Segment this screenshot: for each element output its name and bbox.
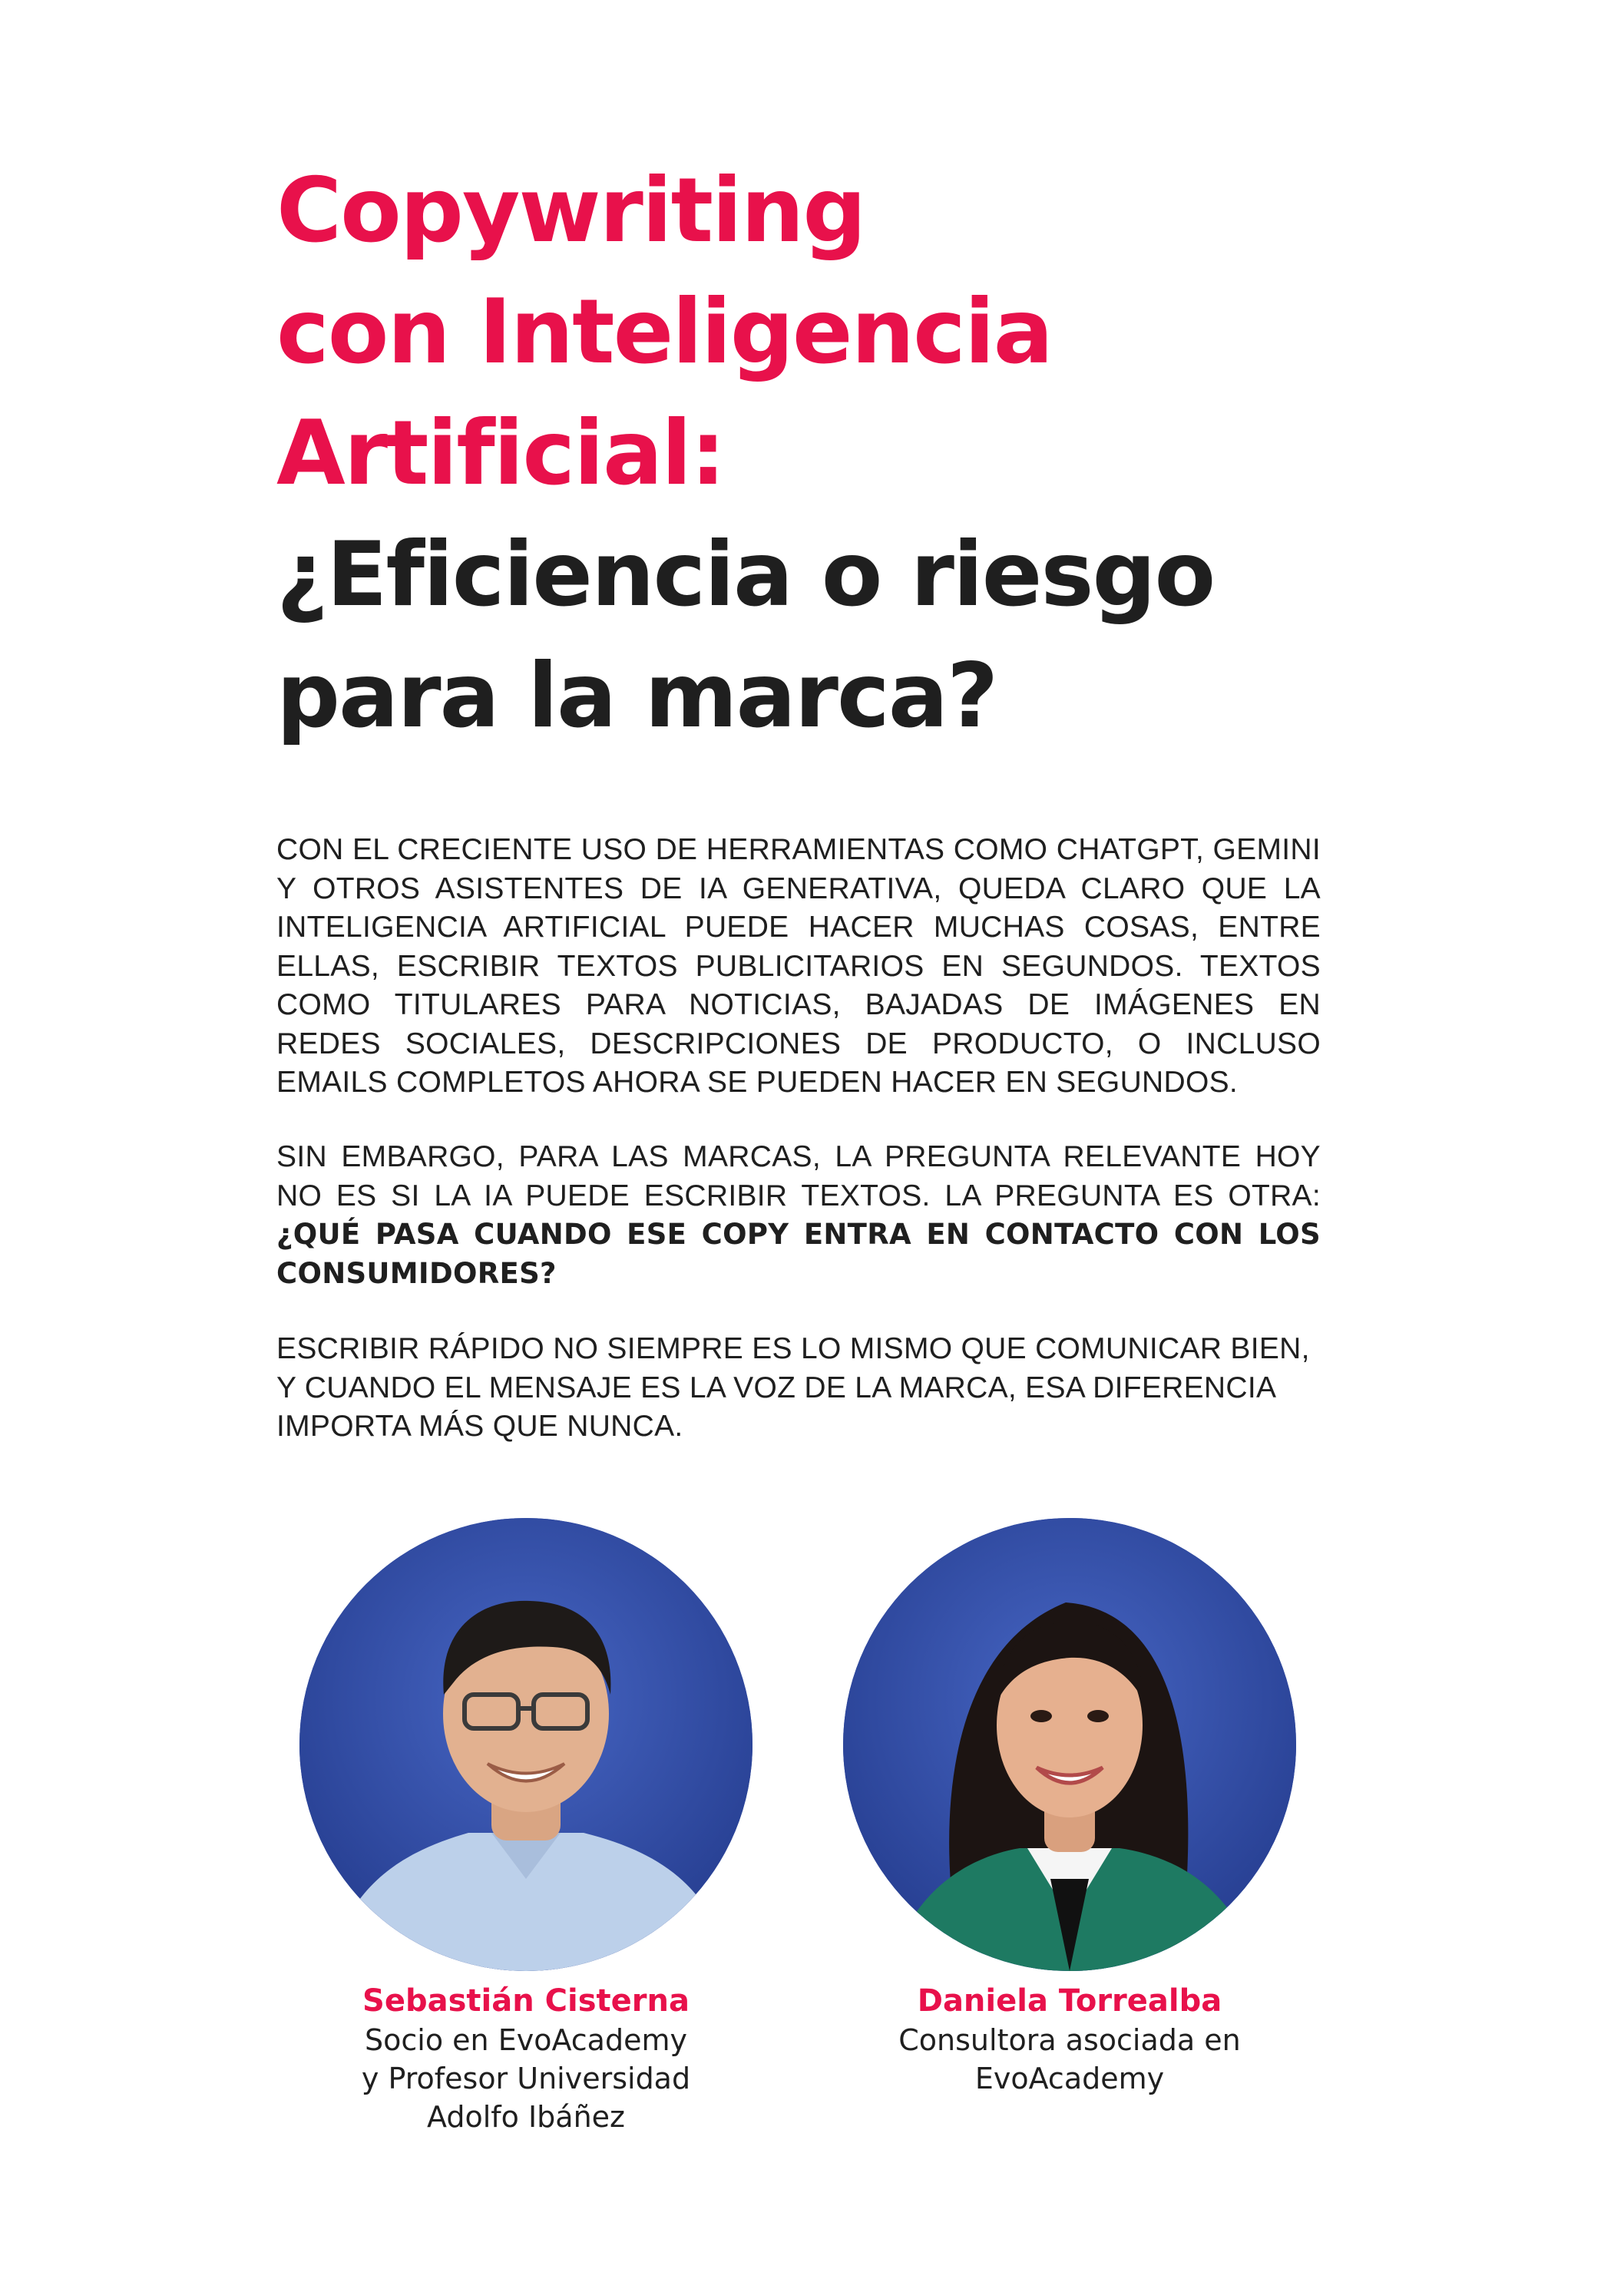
title-line-5: para la marca?	[276, 644, 997, 748]
title-line-4: ¿Eficiencia o riesgo	[276, 523, 1215, 627]
title-line-1: Copywriting	[276, 159, 865, 263]
paragraph-2-question: ¿QUÉ PASA CUANDO ESE COPY ENTRA EN CONTACTO CON LOS CONSUMIDORES?	[276, 1218, 1321, 1290]
author-2-photo	[843, 1518, 1296, 1971]
author-1-role: Socio en EvoAcademy y Profesor Universidad Adolfo Ibáñez	[361, 2023, 691, 2134]
author-1-photo	[299, 1518, 752, 1971]
author-1-name: Sebastián Cisterna	[362, 1983, 690, 2019]
author-1-caption	[288, 1981, 764, 2136]
author-2-name: Daniela Torrealba	[917, 1983, 1222, 2019]
title-line-2: con Inteligencia	[276, 280, 1052, 384]
author-2-portrait-illustration	[843, 1518, 1296, 1971]
article-title	[276, 150, 1413, 757]
paragraph-2-intro: SIN EMBARGO, PARA LAS MARCAS, LA PREGUNTA RELEVANTE HOY NO ES SI LA IA PUEDE ESCRIBIR TEXTOS. LA PREGUNTA ES OTRA:	[276, 1140, 1321, 1212]
title-line-3: Artificial:	[276, 402, 725, 505]
paragraph-3: ESCRIBIR RÁPIDO NO SIEMPRE ES LO MISMO QUE COMUNICAR BIEN, Y CUANDO EL MENSAJE ES LA VOZ DE LA MARCA, ESA DIFERENCIA IMPORTA MÁS QUE NUNCA.	[276, 1332, 1310, 1443]
author-1-portrait-illustration	[299, 1518, 752, 1971]
author-2-role: Consultora asociada en EvoAcademy	[898, 2023, 1241, 2095]
paragraph-1: CON EL CRECIENTE USO DE HERRAMIENTAS COMO CHATGPT, GEMINI Y OTROS ASISTENTES DE IA GENERATIVA, QUEDA CLARO QUE LA INTELIGENCIA ARTIFICIAL PUEDE HACER MUCHAS COSAS, ENTRE ELLAS, ESCRIBIR TEXTOS PUBLICITARIOS EN SEGUNDOS. TEXTOS COMO TITULARES PARA NOTICIAS, BAJADAS DE IMÁGENES EN REDES SOCIALES, DESCRIPCIONES DE PRODUCTO, O INCLUSO EMAILS COMPLETOS AHORA SE PUEDEN HACER EN SEGUNDOS.	[276, 833, 1321, 1099]
author-2-caption	[832, 1981, 1308, 2098]
paragraph-2	[276, 1138, 1321, 1293]
